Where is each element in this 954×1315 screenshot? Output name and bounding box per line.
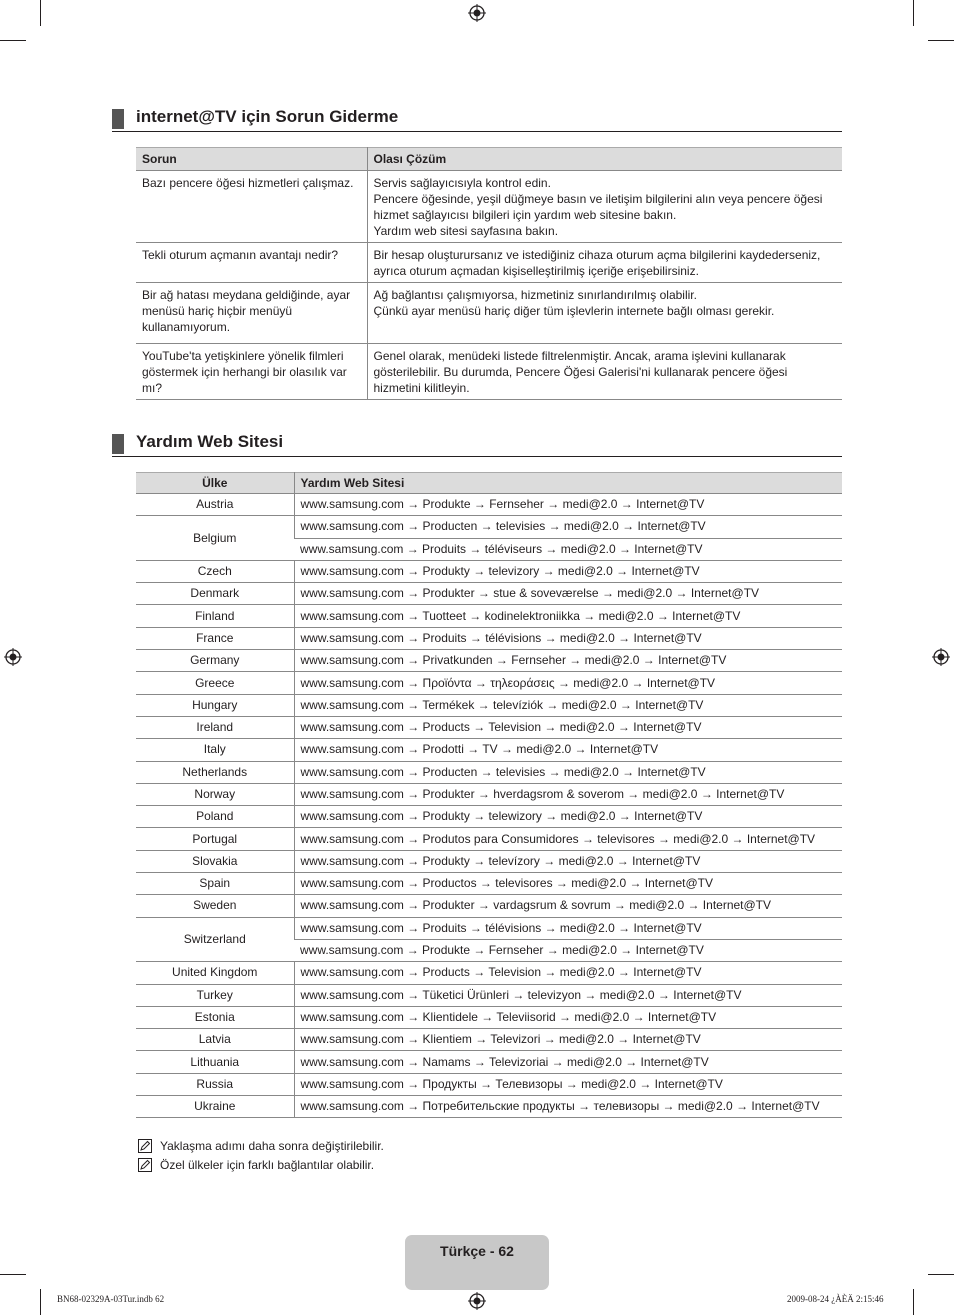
page-number: Türkçe - 62 bbox=[440, 1243, 514, 1259]
table-row bbox=[136, 516, 842, 538]
website-path-cell: www.samsung.com → Privatkunden → Fernseher → medi@2.0 → Internet@TV bbox=[294, 650, 842, 672]
table-row bbox=[136, 850, 842, 872]
table-row bbox=[136, 1073, 842, 1095]
solution-cell bbox=[367, 171, 842, 243]
table-row bbox=[136, 583, 842, 605]
table-row bbox=[136, 783, 842, 805]
website-path-cell: www.samsung.com → Produkte → Fernseher → medi@2.0 → Internet@TV bbox=[294, 494, 842, 516]
website-path-cell: www.samsung.com → Tuotteet → kodinelektroniikka → medi@2.0 → Internet@TV bbox=[294, 605, 842, 627]
table-row bbox=[136, 806, 842, 828]
country-cell: Ireland bbox=[136, 716, 294, 738]
notes bbox=[138, 1136, 384, 1174]
footer-timestamp: 2009-08-24 ¿ÀÈÄ 2:15:46 bbox=[787, 1294, 884, 1304]
column-header: Ülke bbox=[136, 473, 294, 494]
table-row bbox=[136, 917, 842, 939]
country-cell: Sweden bbox=[136, 895, 294, 917]
table-row bbox=[136, 243, 842, 283]
table-row bbox=[136, 694, 842, 716]
table-row bbox=[136, 650, 842, 672]
solution-line: Bir hesap oluşturursanız ve istediğiniz cihaza oturum açma bilgilerini kaydederseniz, ayrıca oturum açmadan kişiselleştirilmiş içeriğe erişebilirsiniz. bbox=[373, 248, 821, 278]
note-text: Yaklaşma adımı daha sonra değiştirilebilir. bbox=[160, 1138, 384, 1153]
solution-line: Pencere öğesinde, yeşil düğmeye basın ve iletişim bilgilerini alın veya pencere öğesi hizmet sağlayıcısı bilgileri için yardım web sitesine bakın. bbox=[373, 192, 823, 222]
country-cell: Belgium bbox=[136, 516, 294, 561]
table-row bbox=[136, 1096, 842, 1118]
crop-mark bbox=[913, 1289, 914, 1315]
website-path-cell: www.samsung.com → Produits → téléviseurs → medi@2.0 → Internet@TV bbox=[294, 538, 842, 560]
country-cell: Norway bbox=[136, 783, 294, 805]
table-row bbox=[136, 1029, 842, 1051]
country-cell: Estonia bbox=[136, 1006, 294, 1028]
footer-file-info: BN68-02329A-03Tur.indb 62 bbox=[57, 1294, 165, 1304]
website-path-cell: www.samsung.com → Prodotti → TV → medi@2.0 → Internet@TV bbox=[294, 739, 842, 761]
crop-mark bbox=[40, 1289, 41, 1315]
website-path-cell: www.samsung.com → Produkte → Fernseher → medi@2.0 → Internet@TV bbox=[294, 939, 842, 961]
help-website-table bbox=[136, 472, 842, 1118]
table-row bbox=[136, 828, 842, 850]
table-header-row bbox=[136, 473, 842, 494]
country-cell: Lithuania bbox=[136, 1051, 294, 1073]
website-path-cell: www.samsung.com → Producten → televisies → medi@2.0 → Internet@TV bbox=[294, 516, 842, 538]
website-path-cell: www.samsung.com → Klientidele → Televiisorid → medi@2.0 → Internet@TV bbox=[294, 1006, 842, 1028]
country-cell: France bbox=[136, 627, 294, 649]
section-title: internet@TV için Sorun Giderme bbox=[136, 107, 399, 126]
website-path-cell: www.samsung.com → Produkter → hverdagsrom & soverom → medi@2.0 → Internet@TV bbox=[294, 783, 842, 805]
problem-cell: Tekli oturum açmanın avantajı nedir? bbox=[136, 243, 367, 283]
website-path-cell: www.samsung.com → Потребительские продукты → телевизоры → medi@2.0 → Internet@TV bbox=[294, 1096, 842, 1118]
country-cell: Slovakia bbox=[136, 850, 294, 872]
website-path-cell: www.samsung.com → Produkter → vardagsrum & sovrum → medi@2.0 → Internet@TV bbox=[294, 895, 842, 917]
table-row bbox=[136, 1006, 842, 1028]
column-header: Olası Çözüm bbox=[367, 148, 842, 171]
website-path-cell: www.samsung.com → Namams → Televizoriai → medi@2.0 → Internet@TV bbox=[294, 1051, 842, 1073]
note-pencil-icon bbox=[138, 1158, 152, 1172]
section-heading-help-website bbox=[112, 434, 842, 457]
table-row bbox=[136, 984, 842, 1006]
country-cell: Denmark bbox=[136, 583, 294, 605]
website-path-cell: www.samsung.com → Προϊόντα → τηλεοράσεις → medi@2.0 → Internet@TV bbox=[294, 672, 842, 694]
heading-bar bbox=[112, 434, 124, 454]
website-path-cell: www.samsung.com → Produkter → stue & soveværelse → medi@2.0 → Internet@TV bbox=[294, 583, 842, 605]
table-row bbox=[136, 171, 842, 243]
table-row bbox=[136, 716, 842, 738]
solution-line: Yardım web sitesi sayfasına bakın. bbox=[373, 224, 559, 238]
country-cell: Russia bbox=[136, 1073, 294, 1095]
country-cell: United Kingdom bbox=[136, 962, 294, 984]
problem-cell: Bir ağ hatası meydana geldiğinde, ayar menüsü hariç hiçbir menüyü kullanamıyorum. bbox=[136, 283, 367, 344]
website-path-cell: www.samsung.com → Producten → televisies → medi@2.0 → Internet@TV bbox=[294, 761, 842, 783]
website-path-cell: www.samsung.com → Produits → télévisions → medi@2.0 → Internet@TV bbox=[294, 627, 842, 649]
crop-mark bbox=[928, 40, 954, 41]
crop-mark bbox=[913, 0, 914, 26]
crop-mark bbox=[0, 40, 26, 41]
table-row bbox=[136, 895, 842, 917]
table-row bbox=[136, 605, 842, 627]
table-row bbox=[136, 962, 842, 984]
website-path-cell: www.samsung.com → Productos → televisores → medi@2.0 → Internet@TV bbox=[294, 873, 842, 895]
table-row bbox=[136, 672, 842, 694]
problem-cell: Bazı pencere öğesi hizmetleri çalışmaz. bbox=[136, 171, 367, 243]
heading-bar bbox=[112, 109, 124, 129]
country-cell: Czech bbox=[136, 560, 294, 582]
country-cell: Spain bbox=[136, 873, 294, 895]
troubleshooting-table bbox=[136, 147, 842, 400]
table-row bbox=[136, 1051, 842, 1073]
crop-mark bbox=[928, 1274, 954, 1275]
website-path-cell: www.samsung.com → Produits → télévisions → medi@2.0 → Internet@TV bbox=[294, 917, 842, 939]
table-row bbox=[136, 344, 842, 400]
registration-mark-icon bbox=[468, 4, 486, 22]
website-path-cell: www.samsung.com → Produkty → telewizory → medi@2.0 → Internet@TV bbox=[294, 806, 842, 828]
solution-line: Ağ bağlantısı çalışmıyorsa, hizmetiniz sınırlandırılmış olabilir. bbox=[373, 288, 697, 302]
solution-line: Çünkü ayar menüsü hariç diğer tüm işlevlerin internete bağlı olması gerekir. bbox=[373, 304, 775, 318]
country-cell: Hungary bbox=[136, 694, 294, 716]
solution-cell bbox=[367, 344, 842, 400]
website-path-cell: www.samsung.com → Продукты → Телевизоры → medi@2.0 → Internet@TV bbox=[294, 1073, 842, 1095]
country-cell: Italy bbox=[136, 739, 294, 761]
country-cell: Ukraine bbox=[136, 1096, 294, 1118]
note-text: Özel ülkeler için farklı bağlantılar olabilir. bbox=[160, 1157, 375, 1172]
table-row bbox=[136, 627, 842, 649]
table-row bbox=[136, 739, 842, 761]
country-cell: Finland bbox=[136, 605, 294, 627]
country-cell: Poland bbox=[136, 806, 294, 828]
country-cell: Turkey bbox=[136, 984, 294, 1006]
website-path-cell: www.samsung.com → Produkty → televizory → medi@2.0 → Internet@TV bbox=[294, 560, 842, 582]
registration-mark-icon bbox=[4, 648, 22, 666]
country-cell: Switzerland bbox=[136, 917, 294, 962]
website-path-cell: www.samsung.com → Products → Television → medi@2.0 → Internet@TV bbox=[294, 716, 842, 738]
website-path-cell: www.samsung.com → Tüketici Ürünleri → televizyon → medi@2.0 → Internet@TV bbox=[294, 984, 842, 1006]
solution-line: Genel olarak, menüdeki listede filtrelenmiştir. Ancak, arama işlevini kullanarak gösterilebilir. Bu durumda, Pencere Öğesi Galerisi'ni kullanarak pencere öğesi hizmetini kilitleyin. bbox=[373, 349, 788, 395]
note-pencil-icon bbox=[138, 1139, 152, 1153]
table-row bbox=[136, 560, 842, 582]
table-row bbox=[136, 494, 842, 516]
note-item bbox=[138, 1155, 384, 1174]
country-cell: Germany bbox=[136, 650, 294, 672]
country-cell: Greece bbox=[136, 672, 294, 694]
country-cell: Austria bbox=[136, 494, 294, 516]
table-row bbox=[136, 873, 842, 895]
note-item bbox=[138, 1136, 384, 1155]
website-path-cell: www.samsung.com → Produtos para Consumidores → televisores → medi@2.0 → Internet@TV bbox=[294, 828, 842, 850]
country-cell: Portugal bbox=[136, 828, 294, 850]
registration-mark-icon bbox=[932, 648, 950, 666]
column-header: Yardım Web Sitesi bbox=[294, 473, 842, 494]
table-row bbox=[136, 283, 842, 344]
website-path-cell: www.samsung.com → Termékek → televíziók → medi@2.0 → Internet@TV bbox=[294, 694, 842, 716]
country-cell: Netherlands bbox=[136, 761, 294, 783]
table-row bbox=[136, 761, 842, 783]
section-title: Yardım Web Sitesi bbox=[136, 432, 284, 451]
section-heading-troubleshooting bbox=[112, 109, 842, 132]
column-header: Sorun bbox=[136, 148, 367, 171]
solution-line: Servis sağlayıcısıyla kontrol edin. bbox=[373, 176, 551, 190]
website-path-cell: www.samsung.com → Klientiem → Televizori → medi@2.0 → Internet@TV bbox=[294, 1029, 842, 1051]
table-header-row bbox=[136, 148, 842, 171]
solution-cell bbox=[367, 243, 842, 283]
country-cell: Latvia bbox=[136, 1029, 294, 1051]
crop-mark bbox=[0, 1274, 26, 1275]
problem-cell: YouTube'ta yetişkinlere yönelik filmleri göstermek için herhangi bir olasılık var mı? bbox=[136, 344, 367, 400]
solution-cell bbox=[367, 283, 842, 344]
website-path-cell: www.samsung.com → Produkty → televízory → medi@2.0 → Internet@TV bbox=[294, 850, 842, 872]
page-number-box bbox=[405, 1235, 549, 1290]
crop-mark bbox=[40, 0, 41, 26]
website-path-cell: www.samsung.com → Products → Television → medi@2.0 → Internet@TV bbox=[294, 962, 842, 984]
registration-mark-icon bbox=[468, 1292, 486, 1310]
